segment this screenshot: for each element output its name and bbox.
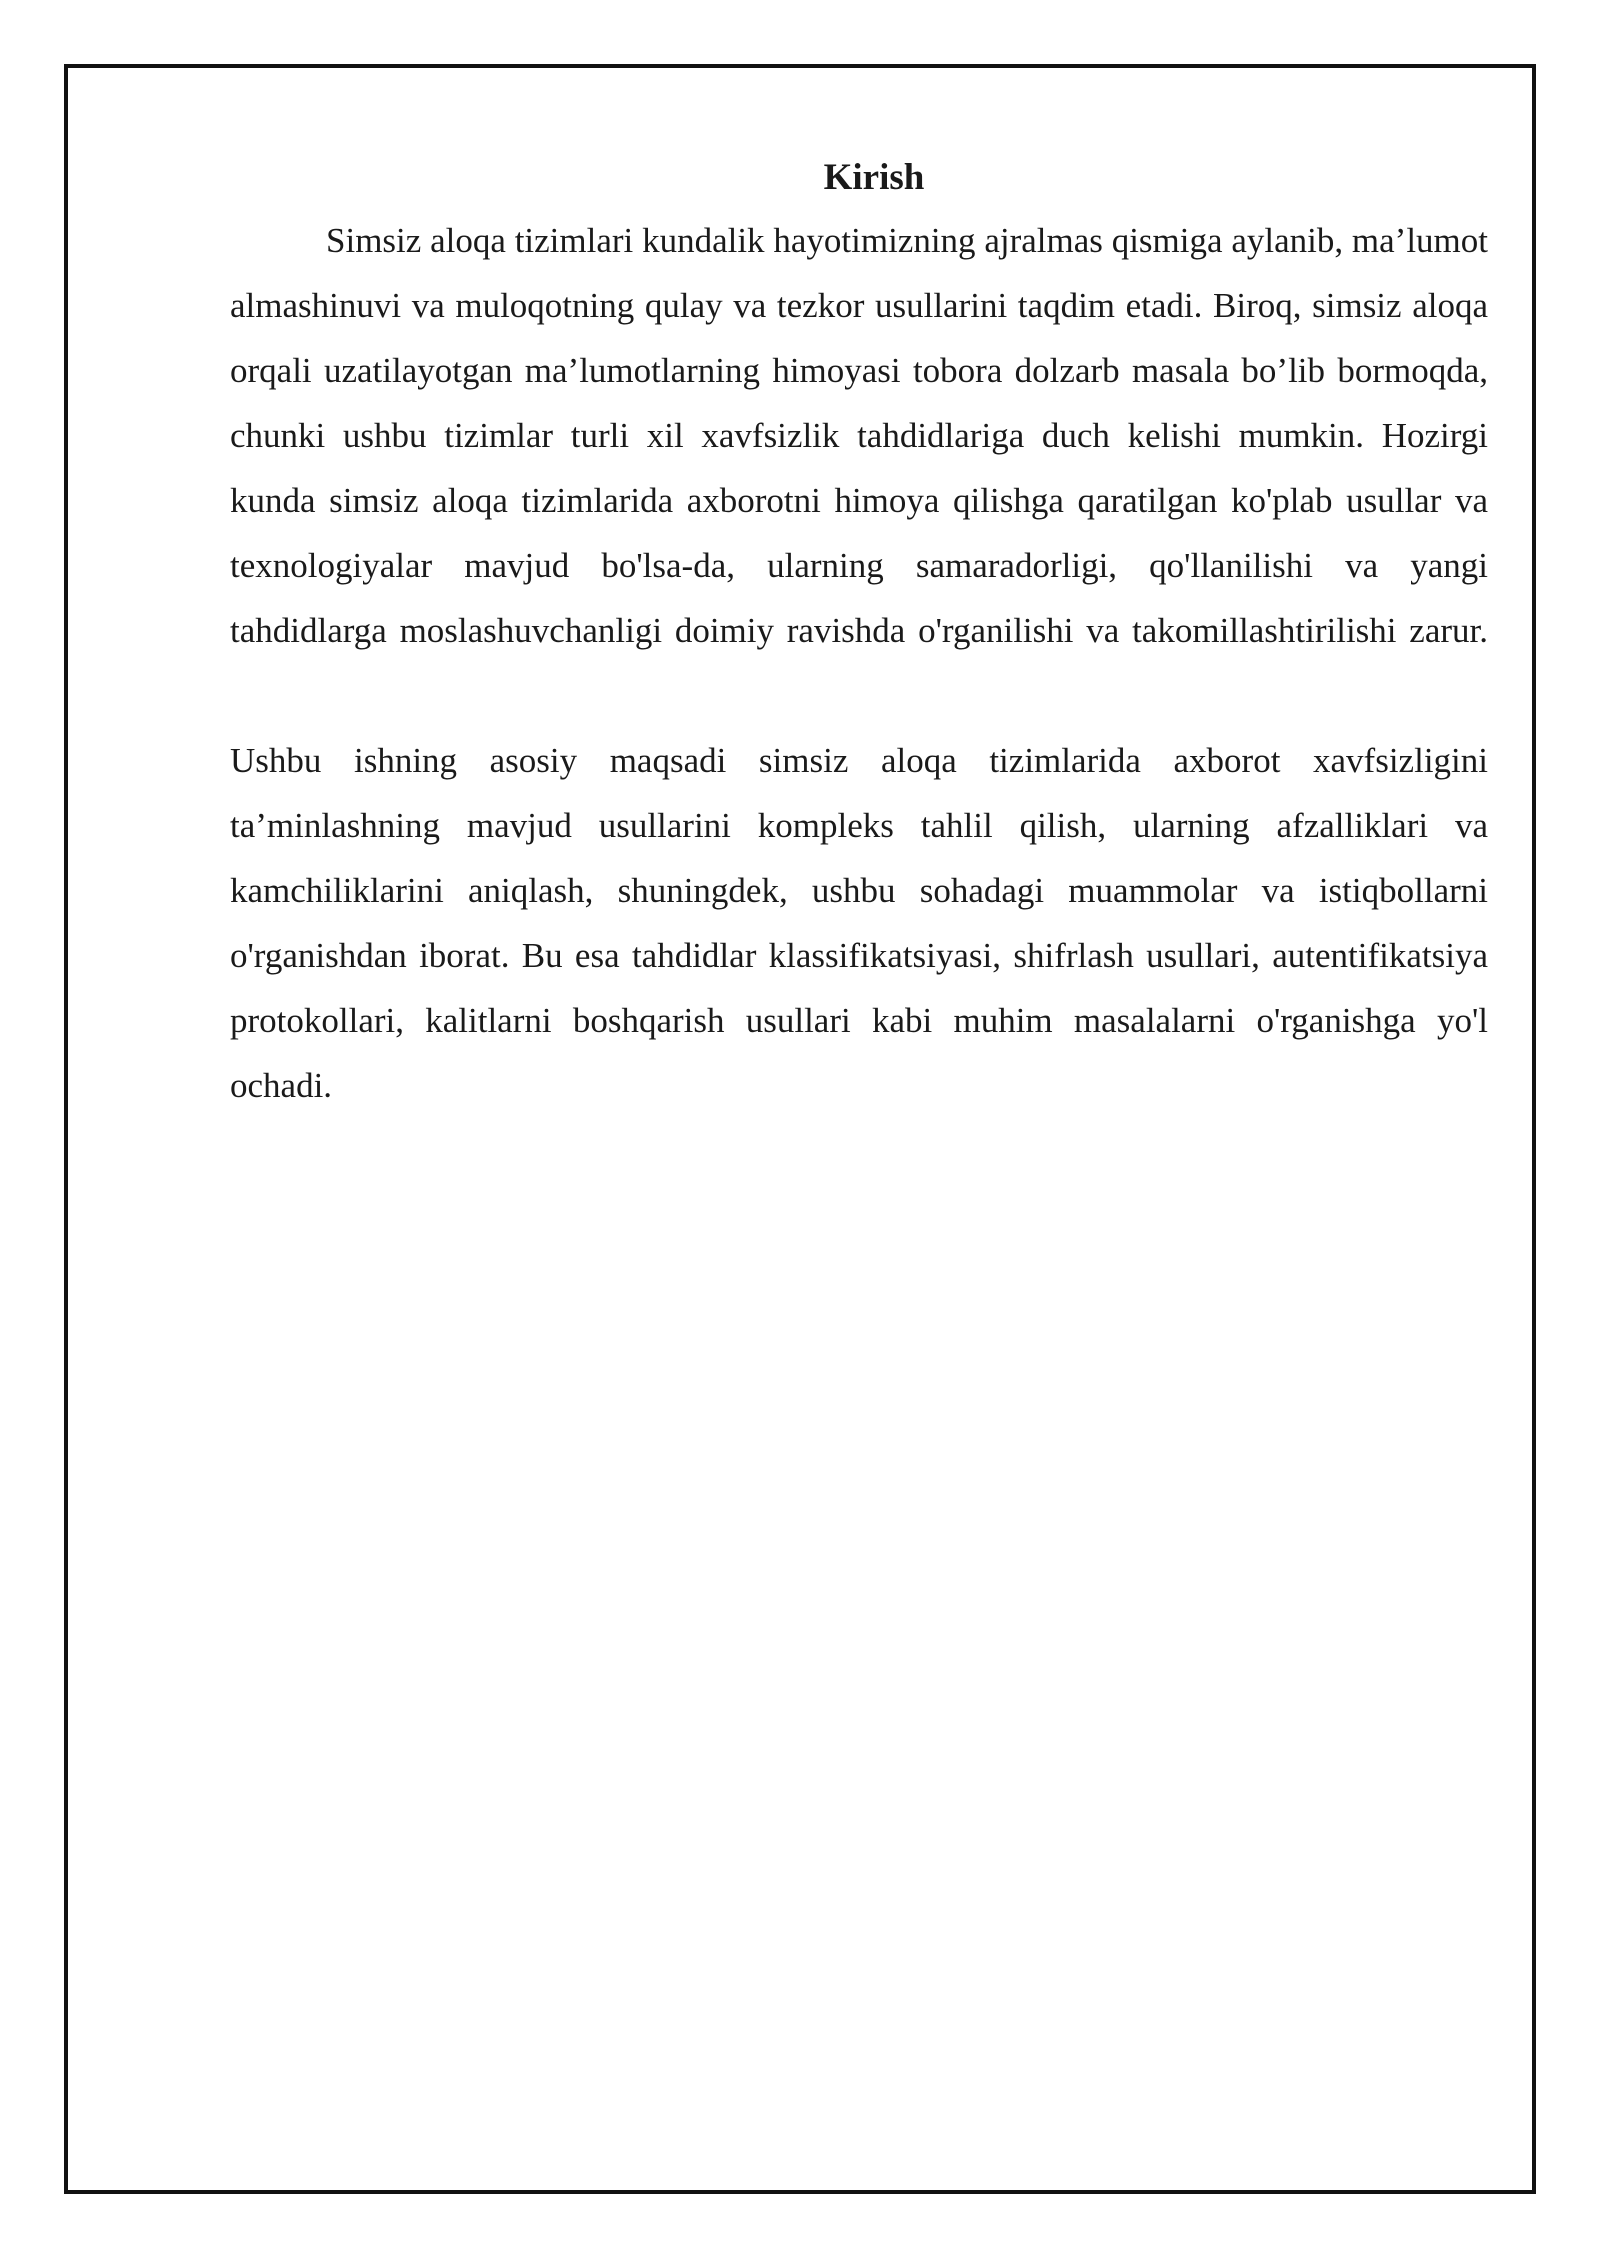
document-body [230,148,1488,1118]
paragraph-introduction: Simsiz aloqa tizimlari kundalik hayotimizning ajralmas qismiga aylanib, ma’lumot almashinuvi va muloqotning qulay va tezkor usullarini taqdim etadi. Biroq, simsiz aloqa orqali uzatilayotgan ma’lumotlarning himoyasi tobora dolzarb masala bo’lib bormoqda, chunki ushbu tizimlar turli xil xavfsizlik tahdidlariga duch kelishi mumkin. Hozirgi kunda simsiz aloqa tizimlarida axborotni himoya qilishga qaratilgan ko'plab usullar va texnologiyalar mavjud bo'lsa-da, ularning samaradorligi, qo'llanilishi va yangi tahdidlarga moslashuvchanligi doimiy ravishda o'rganilishi va takomillashtirilishi zarur. [230,221,1488,650]
paragraph-purpose: Ushbu ishning asosiy maqsadi simsiz aloqa tizimlarida axborot xavfsizligini ta’minlashning mavjud usullarini kompleks tahlil qilish, ularning afzalliklari va kamchiliklarini aniqlash, shuningdek, ushbu sohadagi muammolar va istiqbollarni o'rganishdan iborat. Bu esa tahdidlar klassifikatsiyasi, shifrlash usullari, autentifikatsiya protokollari, kalitlarni boshqarish usullari kabi muhim masalalarni o'rganishga yo'l ochadi. [230,741,1488,1105]
paragraph-spacer [230,663,1488,728]
document-title: Kirish [823,157,925,198]
